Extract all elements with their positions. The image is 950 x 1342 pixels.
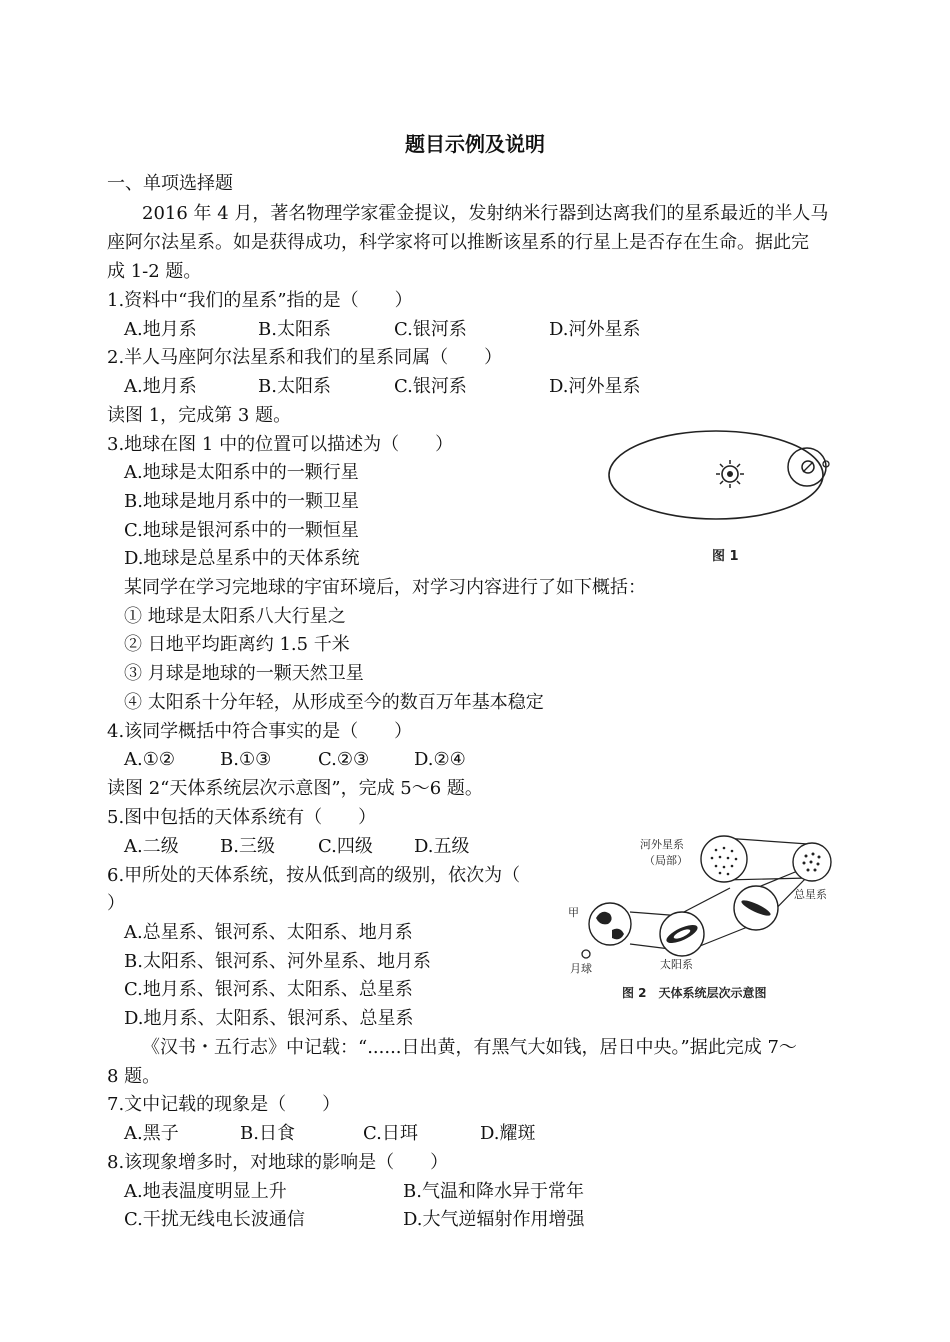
q3-option-c: C.地球是银河系中的一颗恒星: [124, 520, 359, 541]
read-figure-1: 读图 1，完成第 3 题。: [107, 405, 292, 426]
q4-option-a: A.①②: [124, 749, 175, 770]
question-7-stem: 7.文中记载的现象是（ ）: [107, 1094, 341, 1115]
q5-option-c: C.四级: [318, 836, 373, 857]
summary-item: ④ 太阳系十分年轻，从形成至今的数百万年基本稳定: [124, 692, 544, 713]
q7-option-d: D.耀斑: [480, 1123, 536, 1144]
label-extragalactic: 河外星系: [640, 838, 684, 851]
q6-option-b: B.太阳系、银河系、河外星系、地月系: [124, 951, 431, 972]
q7-option-c: C.日珥: [363, 1123, 418, 1144]
intro-line: 座阿尔法星系。如是获得成功，科学家将可以推断该星系的行星上是否存在生命。据此完: [107, 232, 809, 253]
intro-line: 2016 年 4 月，著名物理学家霍金提议，发射纳米行器到达离我们的星系最近的半人马: [142, 203, 829, 224]
q1-option-d: D.河外星系: [549, 319, 641, 340]
q1-option-c: C.银河系: [394, 319, 467, 340]
sun-icon: [716, 460, 744, 488]
q1-option-a: A.地月系: [124, 319, 197, 340]
q8-option-c: C.干扰无线电长波通信: [124, 1209, 305, 1230]
q5-option-b: B.三级: [220, 836, 275, 857]
label-extragalactic-part: （局部）: [644, 854, 688, 867]
intro-line: 8 题。: [107, 1066, 161, 1087]
q5-option-a: A.二级: [124, 836, 179, 857]
question-2-stem: 2.半人马座阿尔法星系和我们的星系同属（ ）: [107, 347, 503, 368]
q7-option-b: B.日食: [240, 1123, 295, 1144]
question-1-stem: 1.资料中“我们的星系”指的是（ ）: [107, 290, 413, 311]
q8-option-a: A.地表温度明显上升: [124, 1181, 287, 1202]
summary-item: ② 日地平均距离约 1.5 千米: [124, 634, 350, 655]
summary-item: ③ 月球是地球的一颗天然卫星: [124, 663, 364, 684]
label-moon: 月球: [570, 962, 592, 975]
question-6-stem: 6.甲所处的天体系统，按从低到高的级别，依次为（: [107, 865, 521, 886]
intro-line: 《汉书・五行志》中记载：“......日出黄，有黑气大如钱，居日中央。”据此完成 7～: [142, 1037, 797, 1058]
q5-option-d: D.五级: [414, 836, 470, 857]
q4-option-d: D.②④: [414, 749, 466, 770]
extragalactic-galaxy-icon: [701, 836, 747, 882]
q4-option-c: C.②③: [318, 749, 370, 770]
q6-option-c: C.地月系、银河系、太阳系、总星系: [124, 979, 413, 1000]
figure-1-orbit-diagram: [596, 425, 846, 565]
moon-icon: [582, 950, 590, 958]
q1-option-b: B.太阳系: [258, 319, 331, 340]
question-5-stem: 5.图中包括的天体系统有（ ）: [107, 807, 377, 828]
intro-line: 成 1-2 题。: [107, 261, 202, 282]
q2-option-c: C.银河系: [394, 376, 467, 397]
earth-moon-orbit: [788, 448, 826, 486]
q2-option-d: D.河外星系: [549, 376, 641, 397]
summary-intro: 某同学在学习完地球的宇宙环境后，对学习内容进行了如下概括：: [124, 577, 646, 598]
figure-2-caption: 图 2 天体系统层次示意图: [622, 986, 767, 1000]
label-solar: 太阳系: [660, 958, 693, 971]
figure-1-caption: 图 1: [712, 549, 739, 564]
question-3-stem: 3.地球在图 1 中的位置可以描述为（ ）: [107, 434, 454, 455]
section-heading: 一、单项选择题: [107, 173, 233, 194]
page-title: 题目示例及说明: [405, 132, 545, 156]
earth-icon: [589, 903, 631, 945]
read-figure-2: 读图 2“天体系统层次示意图”，完成 5～6 题。: [107, 778, 483, 799]
q2-option-a: A.地月系: [124, 376, 197, 397]
q3-option-a: A.地球是太阳系中的一颗行星: [124, 462, 359, 483]
orbit-ellipse: [609, 431, 823, 519]
q8-option-b: B.气温和降水异于常年: [403, 1181, 584, 1202]
q2-option-b: B.太阳系: [258, 376, 331, 397]
question-8-stem: 8.该现象增多时，对地球的影响是（ ）: [107, 1152, 449, 1173]
q7-option-a: A.黑子: [124, 1123, 179, 1144]
label-universe: 总星系: [794, 888, 827, 901]
question-4-stem: 4.该同学概括中符合事实的是（ ）: [107, 721, 413, 742]
q6-option-d: D.地月系、太阳系、银河系、总星系: [124, 1008, 414, 1029]
figure-2-hierarchy-diagram: [560, 826, 850, 976]
label-jia: 甲: [568, 906, 579, 919]
question-6-stem-end: ）: [107, 893, 125, 914]
q6-option-a: A.总星系、银河系、太阳系、地月系: [124, 922, 413, 943]
q3-option-d: D.地球是总星系中的天体系统: [124, 548, 360, 569]
summary-item: ① 地球是太阳系八大行星之: [124, 606, 346, 627]
q4-option-b: B.①③: [220, 749, 272, 770]
q8-option-d: D.大气逆辐射作用增强: [403, 1209, 585, 1230]
q3-option-b: B.地球是地月系中的一颗卫星: [124, 491, 359, 512]
